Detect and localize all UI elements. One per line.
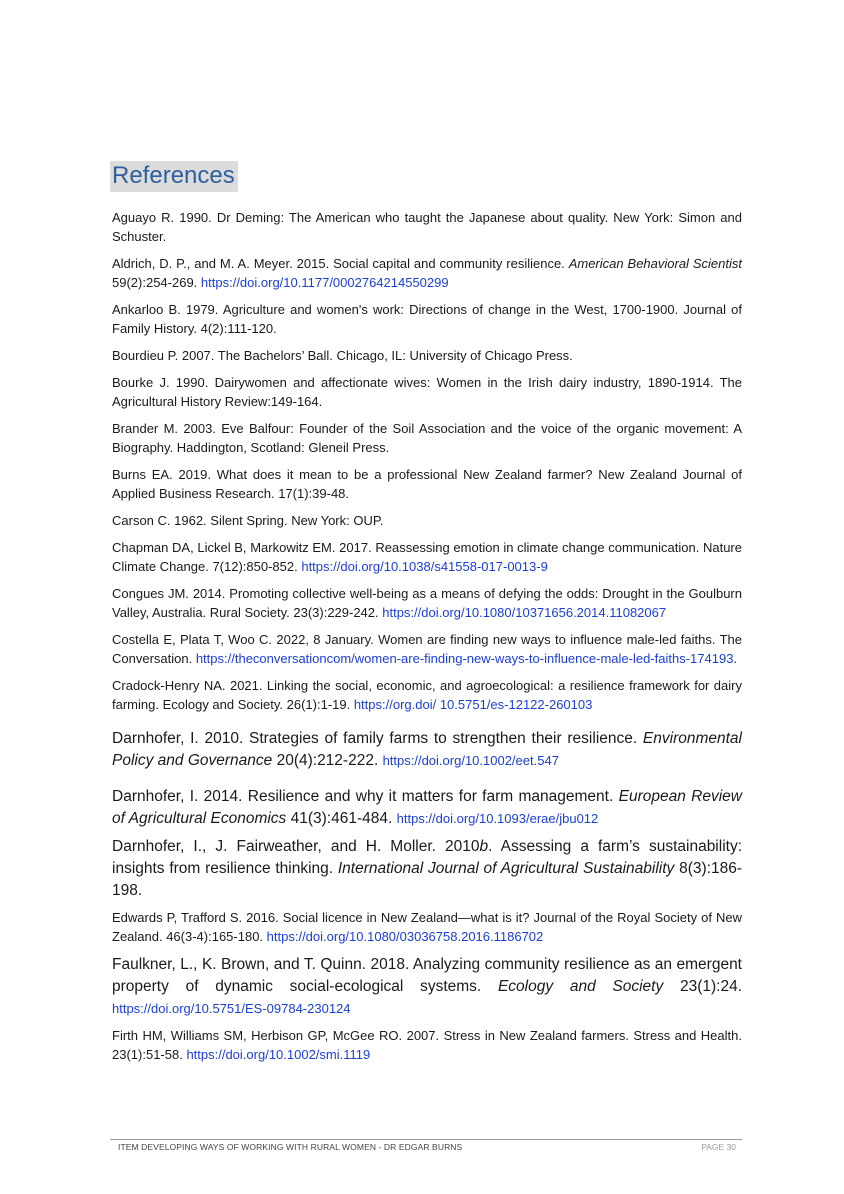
reference-text: Darnhofer, I. 2010. Strategies of family farms to strengthen their resilience. (112, 730, 643, 747)
reference-text: Darnhofer, I. 2014. Resilience and why it matters for farm management. (112, 788, 619, 805)
reference-text: Bourke J. 1990. Dairywomen and affectionate wives: Women in the Irish dairy industry, 1890-1914. The Agricultural History Review:149-164. (112, 375, 742, 409)
journal-title: European Review of Agricultural Economics (112, 788, 742, 827)
reference-text: 41(3):461-484. (286, 810, 397, 827)
doi-link[interactable]: https://doi.org/10.1002/smi.1119 (186, 1047, 371, 1062)
reference-entry (112, 836, 742, 902)
reference-entry (112, 373, 742, 411)
reference-text: 8(3):186-198. (112, 860, 742, 899)
journal-title: American Behavioral Scientist (568, 256, 742, 271)
reference-text: Faulkner, L., K. Brown, and T. Quinn. 2018. Analyzing community resilience as an emergent property of dynamic social-ecological systems. (112, 956, 742, 995)
web-link[interactable]: https://theconversationcom/women-are-finding-new-ways-to-influence-male-led-faiths-174193 (195, 651, 734, 666)
reference-text: Chapman DA, Lickel B, Markowitz EM. 2017. Reassessing emotion in climate change communication. Nature Climate Change. 7(12):850-852. (112, 540, 742, 574)
references-heading: References (110, 161, 238, 192)
reference-entry (112, 676, 742, 714)
reference-text: Ankarloo B. 1979. Agriculture and women's work: Directions of change in the West, 1700-1900. Journal of Family History. 4(2):111-120. (112, 302, 742, 336)
reference-entry (112, 511, 742, 530)
reference-entry (112, 465, 742, 503)
doi-link[interactable]: https://doi.org/10.5751/ES-09784-230124 (112, 1001, 351, 1016)
reference-text: 59(2):254-269. (112, 275, 201, 290)
page-number: PAGE 30 (701, 1142, 736, 1152)
reference-text: Aguayo R. 1990. Dr Deming: The American who taught the Japanese about quality. New York: Simon and Schuster. (112, 210, 742, 244)
reference-text: Edwards P, Trafford S. 2016. Social licence in New Zealand—what is it? Journal of the Royal Society of New Zealand. 46(3-4):165-180. (112, 910, 742, 944)
journal-title: Environmental Policy and Governance (112, 730, 742, 769)
reference-text: 20(4):212-222. (272, 752, 383, 769)
doi-link[interactable]: https://doi.org/10.1002/eet.547 (382, 753, 559, 768)
reference-text: Brander M. 2003. Eve Balfour: Founder of the Soil Association and the voice of the organic movement: A Biography. Haddington, Scotland: Gleneil Press. (112, 421, 742, 455)
reference-entry (112, 1026, 742, 1064)
doi-link[interactable]: https://doi.org/10.1177/0002764214550299 (200, 275, 449, 290)
reference-entry (112, 208, 742, 246)
reference-text: Burns EA. 2019. What does it mean to be a professional New Zealand farmer? New Zealand Journal of Applied Business Research. 17(1):39-48. (112, 467, 742, 501)
year-suffix: b (479, 838, 489, 855)
reference-text: Carson C. 1962. Silent Spring. New York: OUP. (112, 513, 384, 528)
reference-entry (112, 630, 742, 668)
reference-text: . Assessing a farm’s sustainability: insights from resilience thinking. (112, 838, 743, 877)
reference-entry (112, 584, 742, 622)
doi-link[interactable]: https://doi.org/10.1093/erae/jbu012 (396, 811, 599, 826)
reference-text: Firth HM, Williams SM, Herbison GP, McGee RO. 2007. Stress in New Zealand farmers. Stress and Health. 23(1):51-58. (112, 1028, 742, 1062)
reference-entry (112, 300, 742, 338)
reference-text: Aldrich, D. P., and M. A. Meyer. 2015. Social capital and community resilience. (112, 256, 569, 271)
reference-text: Bourdieu P. 2007. The Bachelors’ Ball. Chicago, IL: University of Chicago Press. (112, 348, 573, 363)
doi-link[interactable]: https://doi.org/10.1080/03036758.2016.1186702 (266, 929, 544, 944)
doi-link[interactable]: https://doi.org/10.1038/s41558-017-0013-9 (301, 559, 548, 574)
reference-text: Costella E, Plata T, Woo C. 2022, 8 January. Women are finding new ways to influence male-led faiths. The Conversation. (112, 632, 742, 666)
doi-link[interactable]: https://org.doi/ 10.5751/es-12122-260103 (353, 697, 593, 712)
reference-text: Congues JM. 2014. Promoting collective well-being as a means of defying the odds: Drought in the Goulburn Valley, Australia. Rural Society. 23(3):229-242. (112, 586, 742, 620)
footer-title: ITEM DEVELOPING WAYS OF WORKING WITH RURAL WOMEN - DR EDGAR BURNS (118, 1142, 463, 1152)
journal-title: International Journal of Agricultural Sustainability (337, 860, 675, 877)
reference-entry (112, 254, 742, 292)
reference-list (112, 208, 742, 1072)
reference-entry (112, 908, 742, 946)
doi-link[interactable]: https://doi.org/10.1080/10371656.2014.11082067 (382, 605, 667, 620)
reference-text: Cradock-Henry NA. 2021. Linking the social, economic, and agroecological: a resilience framework for dairy farming. Ecology and Society. 26(1):1-19. (112, 678, 742, 712)
reference-entry (112, 538, 742, 576)
reference-entry (112, 419, 742, 457)
footer-divider (110, 1139, 742, 1140)
reference-text: Darnhofer, I., J. Fairweather, and H. Moller. 2010 (112, 838, 480, 855)
reference-entry (112, 954, 742, 1020)
reference-entry (112, 728, 742, 772)
reference-text: . (733, 651, 738, 666)
reference-entry (112, 786, 742, 830)
reference-entry (112, 346, 742, 365)
reference-text: 23(1):24. (663, 978, 743, 995)
journal-title: Ecology and Society (497, 978, 664, 995)
